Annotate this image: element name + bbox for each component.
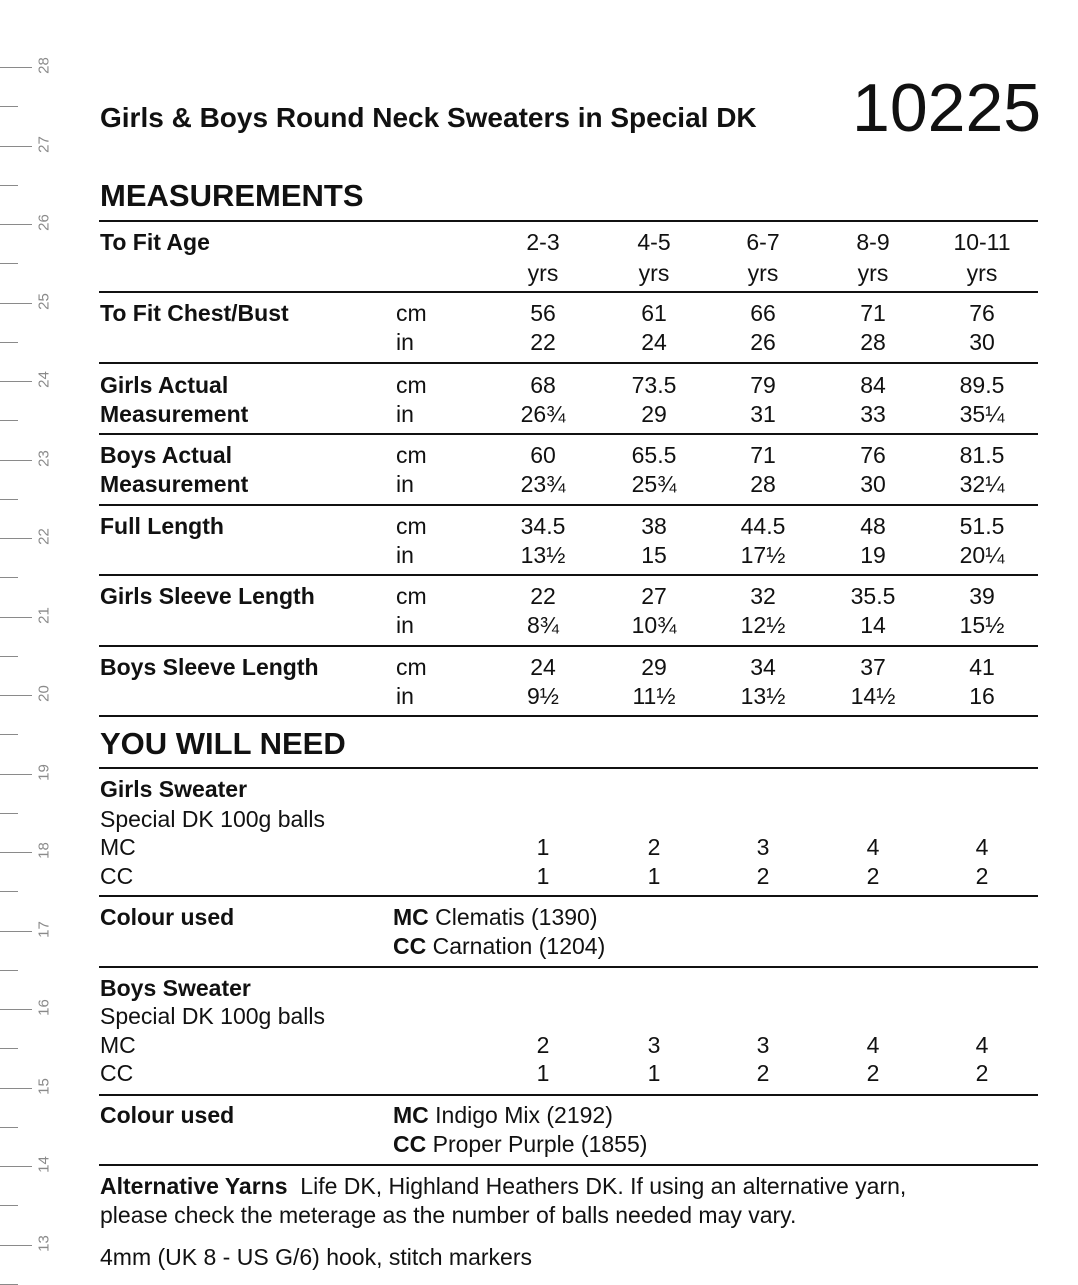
ruler-major-tick xyxy=(0,1009,32,1010)
value-cell: 10¾ xyxy=(631,612,677,638)
value-cell: 71 xyxy=(860,300,886,326)
ruler-number: 23 xyxy=(35,450,53,467)
ruler-major-tick xyxy=(0,538,32,539)
hook-text: 4mm (UK 8 - US G/6) hook, stitch markers xyxy=(100,1244,532,1270)
value-cell: 8-9 xyxy=(856,229,890,255)
ruler-number: 25 xyxy=(35,293,53,310)
unit-cell: yrs xyxy=(527,260,559,286)
ruler-major-tick xyxy=(0,303,32,304)
value-cell: 26 xyxy=(750,329,776,355)
pattern-number: 10225 xyxy=(852,70,1042,146)
divider xyxy=(99,715,1038,717)
value-cell: 28 xyxy=(860,329,886,355)
value-cell: 35¼ xyxy=(959,401,1005,427)
ruler-major-tick xyxy=(0,146,32,147)
value-cell: 71 xyxy=(750,442,776,468)
ruler-minor-tick xyxy=(0,342,18,343)
boys-actual-label: Boys Actual xyxy=(100,442,233,468)
ruler-major-tick xyxy=(0,931,32,932)
ruler-major-tick xyxy=(0,67,32,68)
value-cell: 6-7 xyxy=(746,229,780,255)
ruler-number: 27 xyxy=(35,136,53,153)
colour-used-label: Colour used xyxy=(100,904,235,930)
value-cell: 66 xyxy=(750,300,776,326)
ruler-minor-tick xyxy=(0,420,18,421)
ruler-number: 24 xyxy=(35,371,53,388)
cc-label: CC xyxy=(100,863,134,889)
value-cell: 84 xyxy=(860,372,886,398)
value-cell: 39 xyxy=(969,583,995,609)
ruler-number: 18 xyxy=(35,842,53,859)
value-cell: 27 xyxy=(641,583,667,609)
boys-mc-colour: MC Indigo Mix (2192) xyxy=(393,1102,613,1128)
value-cell: 15 xyxy=(641,542,667,568)
value-cell: 1 xyxy=(536,834,550,860)
value-cell: 2 xyxy=(756,1060,770,1086)
value-cell: 2 xyxy=(975,863,989,889)
value-cell: 29 xyxy=(641,401,667,427)
ruler-major-tick xyxy=(0,1245,32,1246)
value-cell: 12½ xyxy=(740,612,786,638)
value-cell: 56 xyxy=(530,300,556,326)
value-cell: 23¾ xyxy=(520,471,566,497)
divider xyxy=(99,574,1038,576)
cm-label: cm xyxy=(396,654,427,680)
value-cell: 4 xyxy=(866,834,880,860)
value-cell: 34 xyxy=(750,654,776,680)
value-cell: 17½ xyxy=(740,542,786,568)
value-cell: 2 xyxy=(756,863,770,889)
divider xyxy=(99,895,1038,897)
value-cell: 34.5 xyxy=(520,513,566,539)
value-cell: 37 xyxy=(860,654,886,680)
ruler-minor-tick xyxy=(0,263,18,264)
divider xyxy=(99,966,1038,968)
in-label: in xyxy=(396,542,414,568)
in-label: in xyxy=(396,683,414,709)
ruler-number: 19 xyxy=(35,764,53,781)
value-cell: 51.5 xyxy=(959,513,1005,539)
in-label: in xyxy=(396,612,414,638)
value-cell: 30 xyxy=(860,471,886,497)
value-cell: 60 xyxy=(530,442,556,468)
value-cell: 65.5 xyxy=(631,442,677,468)
ruler-minor-tick xyxy=(0,1205,18,1206)
value-cell: 3 xyxy=(756,1032,770,1058)
divider xyxy=(99,220,1038,222)
ruler-number: 28 xyxy=(35,57,53,74)
ruler-number: 26 xyxy=(35,214,53,231)
value-cell: 10-11 xyxy=(953,229,1011,255)
ruler-minor-tick xyxy=(0,106,18,107)
value-cell: 2 xyxy=(975,1060,989,1086)
value-cell: 38 xyxy=(641,513,667,539)
boys-cc-colour: CC Proper Purple (1855) xyxy=(393,1131,648,1157)
cm-label: cm xyxy=(396,513,427,539)
value-cell: 31 xyxy=(750,401,776,427)
value-cell: 13½ xyxy=(740,683,786,709)
girls-sleeve-label: Girls Sleeve Length xyxy=(100,583,315,609)
in-label: in xyxy=(396,471,414,497)
divider xyxy=(99,1094,1038,1096)
divider xyxy=(99,645,1038,647)
value-cell: 11½ xyxy=(632,683,676,709)
divider xyxy=(99,504,1038,506)
value-cell: 68 xyxy=(530,372,556,398)
value-cell: 3 xyxy=(756,834,770,860)
ruler-minor-tick xyxy=(0,734,18,735)
girls-mc-colour: MC Clematis (1390) xyxy=(393,904,598,930)
ruler-minor-tick xyxy=(0,656,18,657)
ruler-number: 20 xyxy=(35,685,53,702)
unit-cell: yrs xyxy=(857,260,889,286)
mc-label: MC xyxy=(100,1032,136,1058)
in-label: in xyxy=(396,401,414,427)
divider xyxy=(99,291,1038,293)
chest-label: To Fit Chest/Bust xyxy=(100,300,289,326)
ruler-minor-tick xyxy=(0,1048,18,1049)
in-label: in xyxy=(396,329,414,355)
value-cell: 30 xyxy=(969,329,995,355)
ruler-major-tick xyxy=(0,460,32,461)
value-cell: 2 xyxy=(536,1032,550,1058)
value-cell: 8¾ xyxy=(527,612,559,638)
unit-cell: yrs xyxy=(747,260,779,286)
boys-sweater-title: Boys Sweater xyxy=(100,975,251,1001)
ruler-major-tick xyxy=(0,695,32,696)
value-cell: 4 xyxy=(866,1032,880,1058)
pattern-title: Girls & Boys Round Neck Sweaters in Special DK xyxy=(100,102,757,133)
value-cell: 22 xyxy=(530,329,556,355)
value-cell: 35.5 xyxy=(850,583,896,609)
value-cell: 48 xyxy=(860,513,886,539)
colour-used-label: Colour used xyxy=(100,1102,235,1128)
value-cell: 4 xyxy=(975,1032,989,1058)
value-cell: 4-5 xyxy=(637,229,671,255)
value-cell: 24 xyxy=(641,329,667,355)
alternative-yarns-line2: please check the meterage as the number of balls needed may vary. xyxy=(100,1202,797,1228)
value-cell: 61 xyxy=(641,300,667,326)
divider xyxy=(99,433,1038,435)
value-cell: 28 xyxy=(750,471,776,497)
ruler-major-tick xyxy=(0,1166,32,1167)
value-cell: 25¾ xyxy=(631,471,677,497)
girls-cc-colour: CC Carnation (1204) xyxy=(393,933,606,959)
ruler-minor-tick xyxy=(0,185,18,186)
value-cell: 29 xyxy=(641,654,667,680)
alternative-yarns-line1: Alternative Yarns Life DK, Highland Heathers DK. If using an alternative yarn, xyxy=(100,1173,907,1199)
value-cell: 4 xyxy=(975,834,989,860)
ruler-number: 21 xyxy=(35,607,53,624)
ruler-number: 16 xyxy=(35,999,53,1016)
value-cell: 20¼ xyxy=(959,542,1005,568)
value-cell: 79 xyxy=(750,372,776,398)
value-cell: 33 xyxy=(860,401,886,427)
value-cell: 14 xyxy=(860,612,886,638)
value-cell: 2 xyxy=(647,834,661,860)
value-cell: 13½ xyxy=(520,542,566,568)
value-cell: 19 xyxy=(860,542,886,568)
value-cell: 15½ xyxy=(959,612,1005,638)
girls-actual-label-2: Measurement xyxy=(100,401,249,427)
ruler-number: 22 xyxy=(35,528,53,545)
cm-label: cm xyxy=(396,300,427,326)
ruler-minor-tick xyxy=(0,813,18,814)
girls-actual-label: Girls Actual xyxy=(100,372,229,398)
girls-yarn-text: Special DK 100g balls xyxy=(100,806,326,832)
ruler-major-tick xyxy=(0,852,32,853)
boys-sleeve-label: Boys Sleeve Length xyxy=(100,654,319,680)
value-cell: 32¼ xyxy=(959,471,1005,497)
value-cell: 2 xyxy=(866,863,880,889)
ruler-number: 17 xyxy=(35,921,53,938)
measurements-heading: MEASUREMENTS xyxy=(100,178,364,213)
ruler-minor-tick xyxy=(0,1127,18,1128)
girls-sweater-title: Girls Sweater xyxy=(100,776,248,802)
ruler-minor-tick xyxy=(0,577,18,578)
value-cell: 2-3 xyxy=(526,229,560,255)
value-cell: 16 xyxy=(969,683,995,709)
value-cell: 76 xyxy=(860,442,886,468)
ruler-major-tick xyxy=(0,381,32,382)
value-cell: 81.5 xyxy=(959,442,1005,468)
cm-label: cm xyxy=(396,442,427,468)
value-cell: 32 xyxy=(750,583,776,609)
ruler-major-tick xyxy=(0,1088,32,1089)
value-cell: 3 xyxy=(647,1032,661,1058)
value-cell: 44.5 xyxy=(740,513,786,539)
ruler-minor-tick xyxy=(0,970,18,971)
value-cell: 76 xyxy=(969,300,995,326)
value-cell: 1 xyxy=(536,863,550,889)
ruler-major-tick xyxy=(0,617,32,618)
ruler-minor-tick xyxy=(0,499,18,500)
value-cell: 9½ xyxy=(527,683,559,709)
ruler-number: 14 xyxy=(35,1156,53,1173)
value-cell: 1 xyxy=(647,863,661,889)
mc-label: MC xyxy=(100,834,136,860)
cm-label: cm xyxy=(396,372,427,398)
value-cell: 89.5 xyxy=(959,372,1005,398)
value-cell: 1 xyxy=(536,1060,550,1086)
age-label: To Fit Age xyxy=(100,229,210,255)
full-length-label: Full Length xyxy=(100,513,224,539)
value-cell: 14½ xyxy=(850,683,896,709)
divider xyxy=(99,362,1038,364)
ruler-number: 15 xyxy=(35,1078,53,1095)
value-cell: 73.5 xyxy=(631,372,677,398)
value-cell: 2 xyxy=(866,1060,880,1086)
value-cell: 24 xyxy=(530,654,556,680)
ruler-minor-tick xyxy=(0,891,18,892)
page-ruler xyxy=(0,0,70,1270)
divider xyxy=(99,767,1038,769)
cm-label: cm xyxy=(396,583,427,609)
divider xyxy=(99,1164,1038,1166)
boys-yarn-text: Special DK 100g balls xyxy=(100,1003,326,1029)
value-cell: 26¾ xyxy=(520,401,566,427)
value-cell: 41 xyxy=(969,654,995,680)
unit-cell: yrs xyxy=(638,260,670,286)
value-cell: 1 xyxy=(647,1060,661,1086)
ruler-major-tick xyxy=(0,224,32,225)
cc-label: CC xyxy=(100,1060,134,1086)
ruler-major-tick xyxy=(0,774,32,775)
ruler-number: 13 xyxy=(35,1235,53,1252)
boys-actual-label-2: Measurement xyxy=(100,471,249,497)
you-will-need-heading: YOU WILL NEED xyxy=(100,726,346,761)
unit-cell: yrs xyxy=(966,260,998,286)
value-cell: 22 xyxy=(530,583,556,609)
